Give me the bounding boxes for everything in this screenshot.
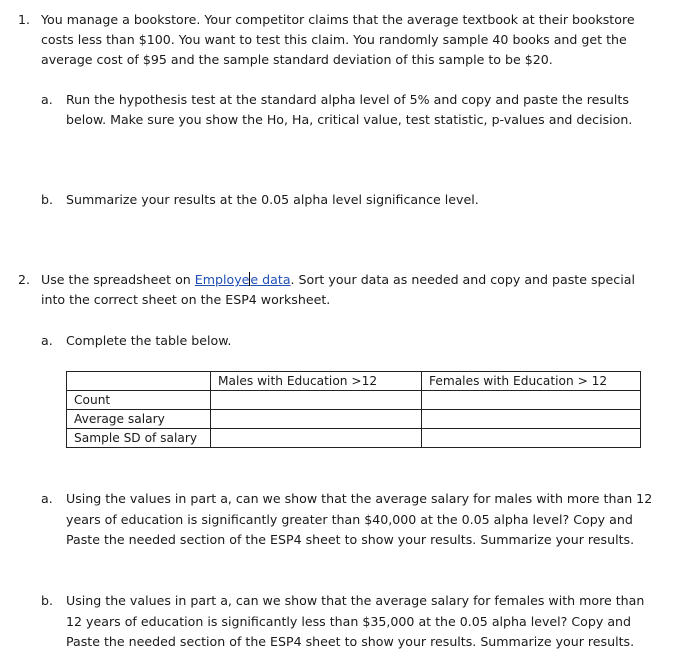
question-2a-part-2-line: Using the values in part a, can we show that the average salary for males with more than 12 [66,491,653,506]
table-header-cell[interactable]: Males with Education >12 [211,372,422,391]
question-2a-part-2-line: Paste the needed section of the ESP4 sheet to show your results. Summarize your results. [66,532,635,547]
table-cell[interactable] [422,410,641,429]
table-cell[interactable] [211,391,422,410]
question-1a-line: below. Make sure you show the Ho, Ha, critical value, test statistic, p-values and decision. [66,112,633,127]
question-1b-letter: b. [41,192,53,207]
table-row-label[interactable]: Average salary [67,410,211,429]
question-1b-text [66,190,479,210]
question-1b-line: Summarize your results at the 0.05 alpha level significance level. [66,192,479,207]
table-cell[interactable] [422,429,641,448]
employee-data-link-part-2[interactable]: e data [250,272,291,287]
table-cell[interactable] [211,429,422,448]
question-2-line-1 [41,270,635,290]
table-header-cell[interactable] [67,372,211,391]
question-2-text-before-link: Use the spreadsheet on [41,272,195,287]
table-cell[interactable] [422,391,641,410]
question-2b-line: 12 years of education is significantly less than $35,000 at the 0.05 alpha level? Copy and [66,613,632,629]
question-1-number: 1. [18,12,31,27]
employee-data-link[interactable] [195,272,291,287]
question-1-text [41,10,635,70]
salary-table [66,371,641,448]
question-2b-line: Paste the needed section of the ESP4 sheet to show your results. Summarize your results. [66,634,635,649]
question-2a-part-2-line: years of education is significantly greater than $40,000 at the 0.05 alpha level? Copy and [66,511,633,527]
question-2a-part-2-letter: a. [41,491,53,506]
question-2a-letter: a. [41,333,53,348]
question-1a-line: Run the hypothesis test at the standard alpha level of 5% and copy and paste the results [66,92,629,107]
table-row-label[interactable]: Sample SD of salary [67,429,211,448]
question-1-line: average cost of $95 and the sample standard deviation of this sample to be $20. [41,52,553,67]
table-row [67,429,641,448]
employee-data-link-part-1[interactable]: Employe [194,272,250,287]
question-2b-line: Using the values in part a, can we show that the average salary for females with more than [66,593,645,608]
question-2-text-after-link: . Sort your data as needed and copy and paste special [290,272,635,287]
table-header-cell[interactable]: Females with Education > 12 [422,372,641,391]
question-2-line-2: into the correct sheet on the ESP4 worksheet. [41,292,331,307]
question-2b-text [66,591,644,653]
question-1-line: costs less than $100. You want to test this claim. You randomly sample 40 books and get the [41,32,627,47]
table-row [67,410,641,429]
table-header-row [67,372,641,391]
question-1a-letter: a. [41,92,53,107]
question-1a-text [66,90,632,130]
question-1-line: You manage a bookstore. Your competitor claims that the average textbook at their bookstore [41,12,635,27]
table-row [67,391,641,410]
table-cell[interactable] [211,410,422,429]
question-2-text [41,270,635,310]
question-2a-text: Complete the table below. [66,333,232,348]
question-2-number: 2. [18,272,31,287]
question-2b-letter: b. [41,593,53,608]
table-row-label[interactable]: Count [67,391,211,410]
question-2a-part-2-text [66,489,652,551]
